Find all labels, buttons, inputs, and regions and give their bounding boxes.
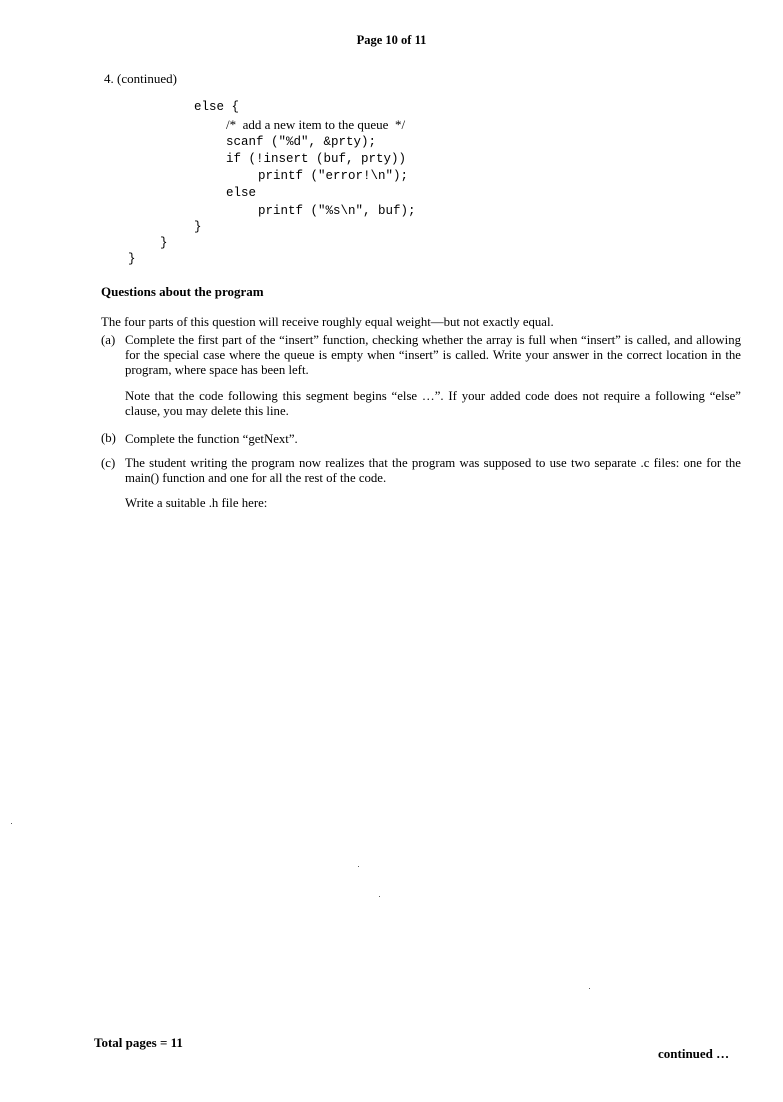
code-line: else {	[194, 100, 240, 114]
scan-speck	[589, 988, 590, 989]
scan-speck	[358, 866, 359, 867]
part-c-text: The student writing the program now realizes that the program was supposed to use two separate .c files: one for the main() function and one for all the rest of the code.	[125, 456, 741, 485]
code-line: scanf ("%d", &prty);	[226, 135, 377, 149]
footer-continued: continued …	[658, 1046, 730, 1061]
part-a-text: Complete the first part of the “insert” function, checking whether the array is full when “insert” is called, and allowing for the special case where the queue is empty when “insert” is called. Write your answer in the correct location in the program, where space has been left.	[125, 333, 741, 377]
code-line: }	[194, 220, 202, 234]
footer-total-pages: Total pages = 11	[94, 1035, 183, 1050]
part-c-instruction: Write a suitable .h file here:	[125, 496, 268, 510]
code-line: }	[160, 236, 168, 250]
code-line: /* add a new item to the queue */	[226, 117, 406, 132]
part-a-label: (a)	[101, 333, 116, 347]
part-c-label: (c)	[101, 456, 116, 470]
page-number: Page 10 of 11	[356, 33, 427, 47]
section-heading: Questions about the program	[101, 284, 264, 299]
code-line: printf ("%s\n", buf);	[258, 204, 416, 218]
code-line: printf ("error!\n");	[258, 169, 409, 183]
scan-speck	[11, 823, 12, 824]
part-b-text: Complete the function “getNext”.	[125, 432, 298, 446]
part-b-label: (b)	[101, 431, 116, 445]
scan-speck	[379, 896, 380, 897]
code-line: if (!insert (buf, prty))	[226, 152, 407, 166]
code-line: else	[226, 186, 257, 200]
question-label: 4. (continued)	[104, 71, 177, 86]
part-a-note: Note that the code following this segment begins “else …”. If your added code does not require a following “else” clause, you may delete this line.	[125, 389, 741, 418]
code-line: }	[128, 252, 136, 266]
intro-text: The four parts of this question will receive roughly equal weight—but not exactly equal.	[101, 315, 554, 329]
